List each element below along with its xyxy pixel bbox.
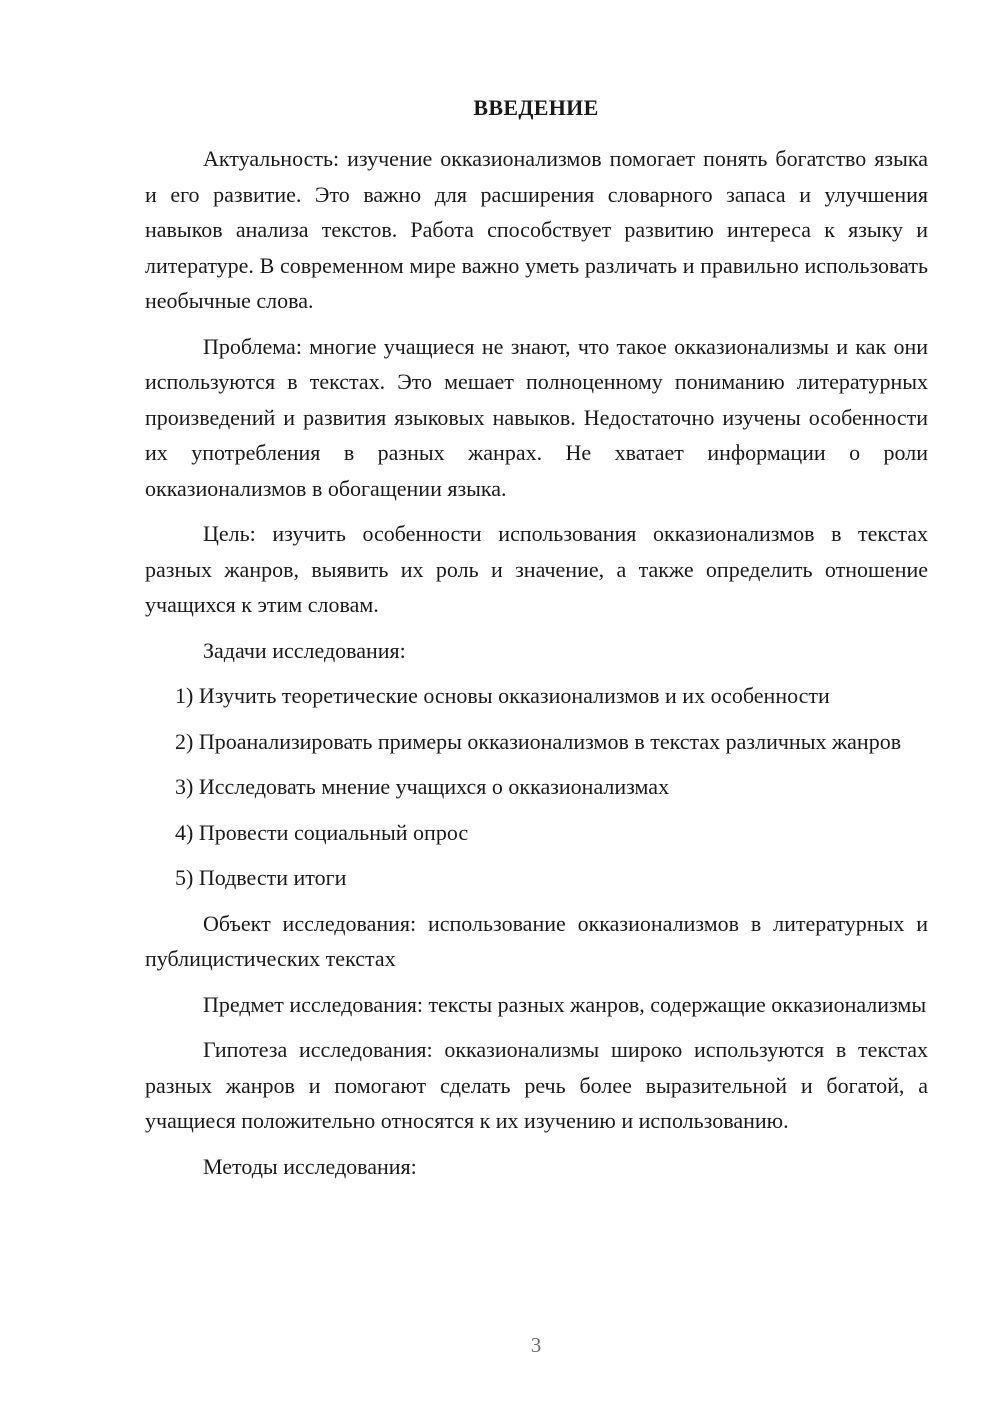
page-title: ВВЕДЕНИЕ: [473, 95, 599, 120]
task-list-item: 1) Изучить теоретические основы окказионализмов и их особенности: [175, 683, 830, 708]
tasks-heading: Задачи исследования:: [203, 637, 406, 663]
task-list-item: 5) Подвести итоги: [175, 865, 347, 890]
methods-heading: Методы исследования:: [203, 1153, 417, 1179]
task-list-item: 2) Проанализировать примеры окказионализмов в текстах различных жанров: [175, 728, 902, 754]
paragraph-object: Объект исследования: использование окказионализмов в литературных и публицистических текстах: [145, 910, 928, 971]
body-text: [145, 141, 928, 1194]
paragraph-problem: Проблема: многие учащиеся не знают, что такое окказионализмы и как они используются в текстах. Это мешает полноценному пониманию литературных произведений и развития языковых навыков. Недостаточно изучены особенности их употребления в разных жанрах. Не хватает информации о роли окказионализмов в обогащении языка.: [145, 333, 928, 501]
paragraph-hypothesis: Гипотеза исследования: окказионализмы широко используются в текстах разных жанров и помогают сделать речь более выразительной и богатой, а учащиеся положительно относятся к их изучению и использованию.: [145, 1037, 928, 1133]
task-list-item: 4) Провести социальный опрос: [175, 819, 469, 845]
paragraph-goal: Цель: изучить особенности использования окказионализмов в текстах разных жанров, выявить их роль и значение, а также определить отношение учащихся к этим словам.: [145, 521, 928, 617]
page-number: 3: [530, 1333, 542, 1357]
paragraph-relevance: Актуальность: изучение окказионализмов помогает понять богатство языка и его развитие. Это важно для расширения словарного запаса и улучшения навыков анализа текстов. Работа способствует развитию интереса к языку и литературе. В современном мире важно уметь различать и правильно использовать необычные слова.: [145, 146, 928, 313]
task-list-item: 3) Исследовать мнение учащихся о окказионализмах: [175, 774, 670, 799]
paragraph-subject: Предмет исследования: тексты разных жанров, содержащие окказионализмы: [203, 991, 927, 1017]
